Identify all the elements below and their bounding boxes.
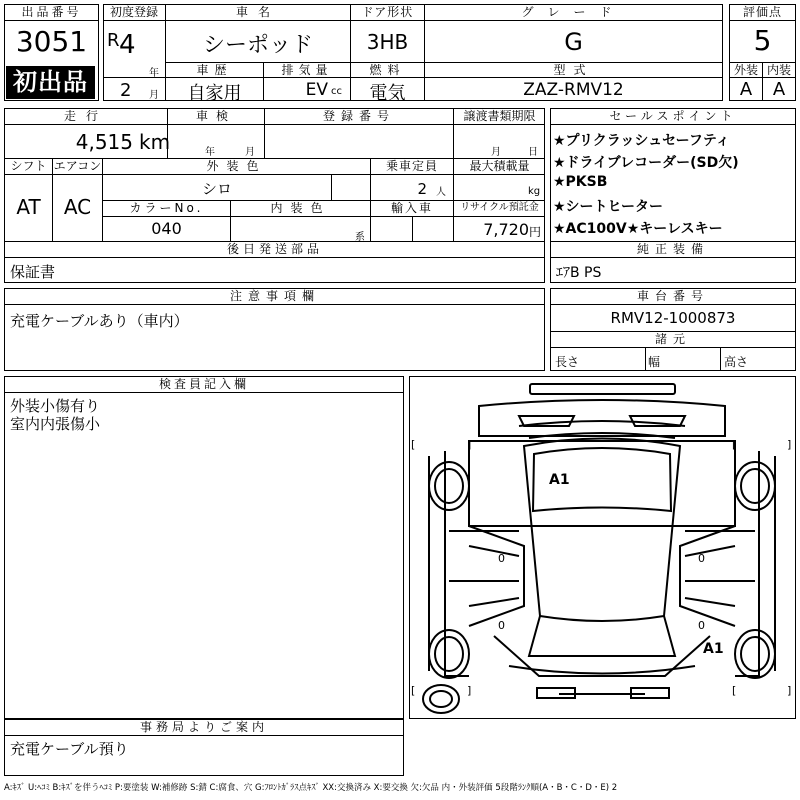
ext-color-label: 外装色 [206,159,267,173]
transfer-day-unit: 日 [528,147,538,158]
max-load-unit: kg [528,186,541,197]
mileage-label: 走行 [63,109,108,123]
inspector-line: 室内内張傷小 [10,415,101,433]
max-load-label: 最大積載量 [469,159,530,173]
bracket-open: [ [411,684,416,697]
color-no-label: カラーNo. [129,201,204,215]
car-name-value: シーポッド [202,33,313,58]
sales-point-item: ★プリクラッシュセーフティ [553,133,730,149]
damage-mark: A1 [703,641,724,657]
bracket-open: [ [411,438,416,451]
dims-length-label: 長さ [555,355,580,369]
bracket-close: ] [787,438,792,451]
fuel-value: 電気 [369,83,406,104]
bracket-open: [ [732,438,737,451]
capacity-label: 乗車定員 [385,159,438,173]
sales-point-item: ★シートヒーター [553,199,663,215]
office-label: 事務局よりご案内 [139,720,268,734]
inspection-year-unit: 年 [205,147,215,158]
bracket-close: ] [787,684,792,697]
dims-label: 諸元 [654,332,691,346]
sales-point-item: ★ドライブレコーダー(SD欠) [553,155,739,171]
lot-number: 3051 [15,25,88,58]
first-reg-month: 2 [120,80,132,101]
color-no-value: 040 [151,219,182,238]
recycle-label: リサイクル預託金 [460,202,539,213]
bracket-close: ] [467,684,472,697]
fuel-label: 燃料 [369,63,406,77]
displacement-unit: cc [331,86,342,97]
aircon-label: エアコン [53,159,102,173]
car-damage-diagram [409,376,796,719]
int-score-value: A [772,79,786,100]
first-reg-year-unit: 年 [149,68,159,79]
transfer-month-unit: 月 [491,147,501,158]
inspector-label: 検査員記入欄 [158,377,249,391]
lot-label: 出品番号 [21,5,82,19]
recycle-unit: 円 [529,225,542,239]
capacity-unit: 人 [436,187,446,198]
inspection-month-unit: 月 [245,147,255,158]
history-value: 自家用 [187,83,242,104]
bracket-open: [ [732,684,737,697]
first-listing-badge: 初出品 [6,66,95,99]
panel-zero: 0 [698,552,705,565]
int-color-unit: 系 [355,232,365,243]
int-score-label: 内装 [766,63,791,77]
ext-score-value: A [739,79,753,100]
notes-label: 注意事項欄 [229,289,320,303]
chassis-value: RMV12-1000873 [610,309,736,327]
model-label: 型式 [553,63,594,77]
capacity-value: 2 [417,180,427,198]
door-value: 3HB [366,30,409,54]
first-reg-era: R [107,30,120,51]
notes-value: 充電ケーブルあり（車内） [10,312,189,330]
dims-width-label: 幅 [648,355,661,369]
genuine-value: ｴｱB PS [556,265,602,281]
shift-label: シフト [10,159,47,173]
history-label: 車歴 [196,63,233,77]
ext-color-value: シロ [201,180,232,198]
inspector-line: 外装小傷有り [10,397,101,415]
panel-zero: 0 [498,552,505,565]
bracket-close: ] [467,438,472,451]
recycle-value: 7,720 [483,220,529,239]
aircon-value: AC [63,195,92,219]
score-label: 評価点 [742,5,782,19]
later-parts-value: 保証書 [10,263,56,281]
grade-value: G [564,28,583,56]
sales-points-label: セールスポイント [609,109,737,123]
shift-value: AT [16,195,41,219]
displacement-value: EV [305,80,328,100]
door-label: ドア形状 [361,5,414,19]
first-reg-month-unit: 月 [149,90,159,101]
mileage-unit: km [139,130,171,154]
grade-label: グレード [521,5,626,19]
first-reg-year: 4 [119,30,136,60]
genuine-label: 純正装備 [636,242,709,256]
registration-label: 登録番号 [322,109,395,123]
transfer-label: 譲渡書類期限 [463,109,536,123]
ext-score-label: 外装 [733,63,758,77]
dims-height-label: 高さ [724,355,749,369]
chassis-label: 車台番号 [636,289,709,303]
int-color-label: 内装色 [270,201,331,215]
first-reg-label: 初度登録 [109,5,158,19]
panel-zero: 0 [698,619,705,632]
panel-zero: 0 [498,619,505,632]
legend-text: A:ｷｽﾞ U:ﾍｺﾐ B:ｷｽﾞを伴うﾍｺﾐ P:要塗装 W:補修跡 S:錆 C:腐食、穴 G:ﾌﾛﾝﾄｶﾞﾗｽ点ｷｽﾞ XX:交換済み X:要交換 欠:欠品 内・外装評価 5段階ﾗﾝｸ順(A・B・C・D・E) 2 [4,783,618,793]
later-parts-label: 後日発送部品 [226,242,323,256]
model-value: ZAZ-RMV12 [523,80,624,100]
displacement-label: 排気量 [281,63,333,77]
score-value: 5 [753,24,772,57]
sales-point-item: ★PKSB [553,174,608,190]
damage-mark: A1 [549,472,570,488]
mileage-value: 4,515 [75,130,133,154]
car-name-label: 車名 [235,5,280,19]
import-label: 輸入車 [390,201,433,215]
sales-point-item: ★AC100V★キーレスキー [553,221,723,237]
inspection-label: 車検 [195,109,236,123]
office-value: 充電ケーブル預り [10,740,129,758]
